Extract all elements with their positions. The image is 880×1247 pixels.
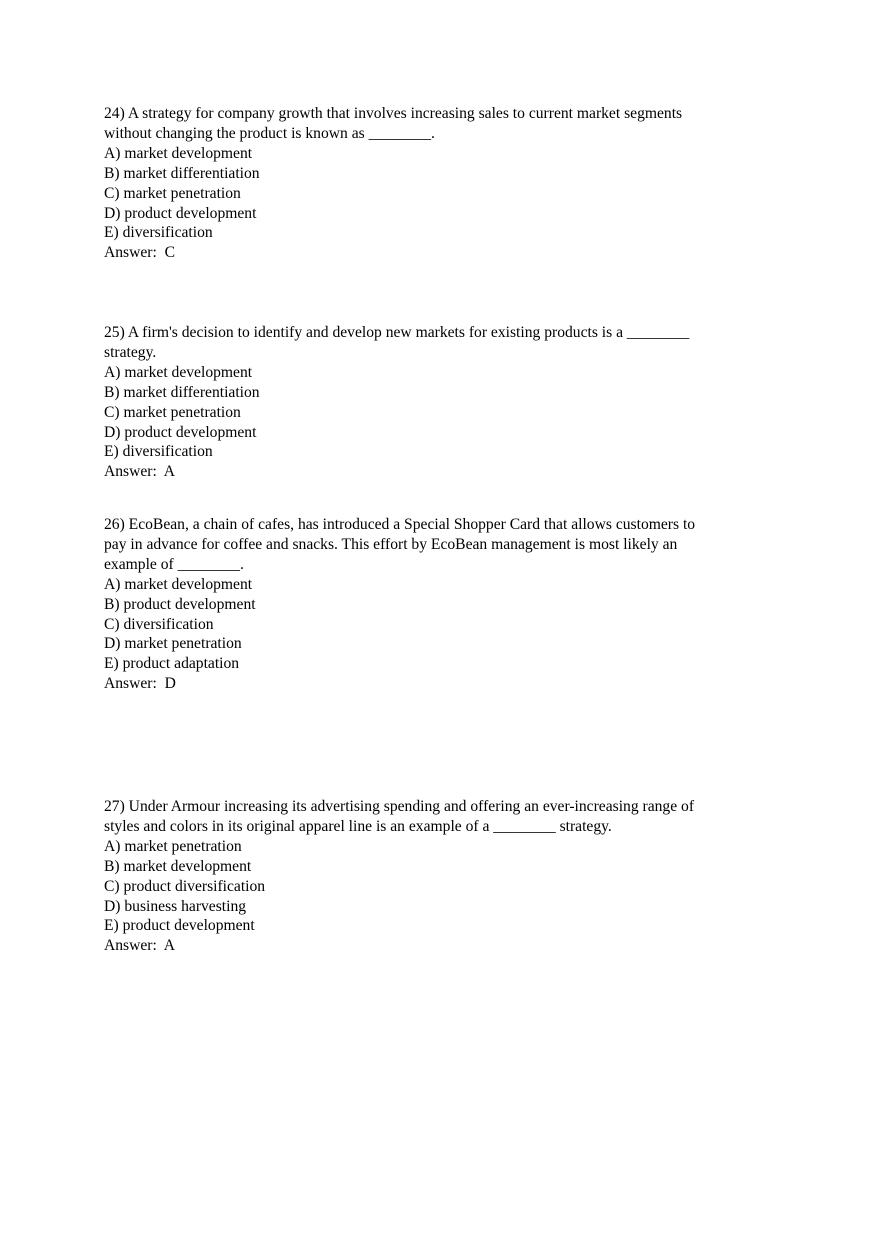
stem-line: 24) A strategy for company growth that involves increasing sales to current market segments xyxy=(104,105,683,122)
option-d: D) product development xyxy=(104,204,257,222)
stem-line: pay in advance for coffee and snacks. This effort by EcoBean management is most likely an xyxy=(104,535,678,553)
stem-line: 25) A firm's decision to identify and develop new markets for existing products is a ________ xyxy=(104,324,690,341)
answer-options xyxy=(104,363,784,463)
question-27 xyxy=(104,797,784,956)
answer-key: Answer: A xyxy=(104,937,176,955)
stem-line: strategy. xyxy=(104,343,157,361)
stem-line: styles and colors in its original apparel line is an example of a ________ strategy. xyxy=(104,817,612,835)
answer-key: Answer: A xyxy=(104,463,176,481)
option-a: A) market development xyxy=(104,363,253,381)
question-24 xyxy=(104,104,784,263)
option-b: B) product development xyxy=(104,595,256,613)
stem-line: 26) EcoBean, a chain of cafes, has introduced a Special Shopper Card that allows customers to xyxy=(104,516,696,533)
question-26 xyxy=(104,515,784,694)
question-stem xyxy=(104,323,784,363)
option-a: A) market development xyxy=(104,575,253,593)
answer-key: Answer: C xyxy=(104,244,176,262)
question-stem xyxy=(104,515,784,575)
answer-options xyxy=(104,837,784,937)
answer-options xyxy=(104,575,784,675)
option-c: C) market penetration xyxy=(104,184,241,202)
option-a: A) market penetration xyxy=(104,837,242,855)
question-stem xyxy=(104,104,784,144)
option-b: B) market differentiation xyxy=(104,383,260,401)
question-25 xyxy=(104,323,784,482)
option-c: C) product diversification xyxy=(104,877,266,895)
answer-key: Answer: D xyxy=(104,675,176,693)
stem-line: example of ________. xyxy=(104,555,244,573)
option-e: E) diversification xyxy=(104,224,213,242)
option-e: E) diversification xyxy=(104,443,213,461)
option-c: C) market penetration xyxy=(104,403,241,421)
option-d: D) product development xyxy=(104,423,257,441)
option-d: D) market penetration xyxy=(104,635,242,653)
option-e: E) product development xyxy=(104,917,255,935)
option-c: C) diversification xyxy=(104,615,214,633)
stem-line: without changing the product is known as ________. xyxy=(104,124,435,142)
option-e: E) product adaptation xyxy=(104,655,240,673)
answer-options xyxy=(104,144,784,244)
option-b: B) market development xyxy=(104,857,252,875)
option-b: B) market differentiation xyxy=(104,164,260,182)
option-a: A) market development xyxy=(104,144,253,162)
question-stem xyxy=(104,797,784,837)
stem-line: 27) Under Armour increasing its advertising spending and offering an ever-increasing range of xyxy=(104,798,695,815)
option-d: D) business harvesting xyxy=(104,897,247,915)
